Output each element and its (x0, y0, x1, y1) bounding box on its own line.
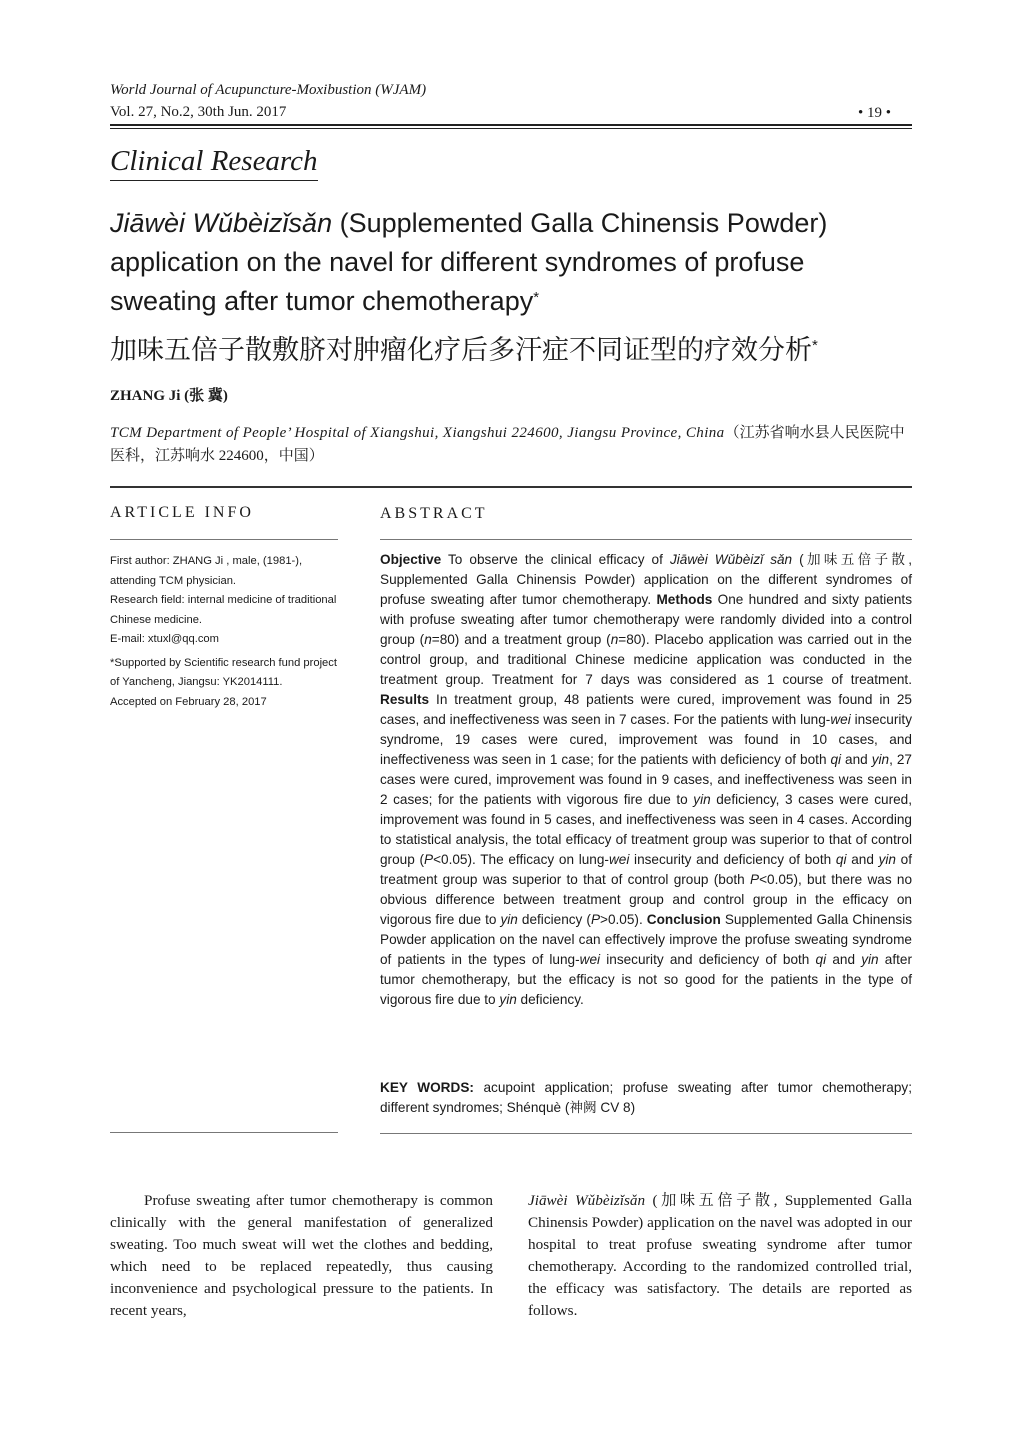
article-title-en (110, 204, 910, 321)
header-rule-thin (110, 128, 912, 129)
abstract-italic: wei (608, 852, 630, 867)
abstract-italic: yin (878, 852, 896, 867)
abstract-text: insecurity and deficiency of both (600, 952, 816, 967)
body-col2-text: (加味五倍子散, Supplemented Galla Chinensis Powder) application on the navel was adopted in our hospital to treat profuse sweating syndrome after tumor chemotherapy. According to the randomized controlled trial, the efficacy was satisfactory. The details are reported as follows. (528, 1192, 913, 1319)
page-number: • 19 • (858, 105, 892, 121)
abstract-italic: yin (693, 792, 711, 807)
title-cn-text: 加味五倍子散敷脐对肿瘤化疗后多汗症不同证型的疗效分析 (110, 335, 812, 365)
abstract-text: deficiency, 3 cases were cured, improvement was found in 5 cases, and ineffectiveness was seen in 4 cases. According to statistical analysis, the total efficacy of treatment group was superior to that of control group ( (380, 792, 912, 867)
author-affiliation (110, 422, 910, 468)
abstract-text: and (846, 852, 879, 867)
header-rule (110, 124, 912, 126)
abstract-text: and (826, 952, 862, 967)
abstract-text: (加味五倍子散, Supplemented Galla Chinensis Powder) application on the different syndromes of profuse sweating after tumor chemotherapy. (380, 552, 912, 607)
journal-name-text: World Journal of Acupuncture-Moxibustion (110, 82, 372, 98)
abstract-italic: yin (861, 952, 879, 967)
abstract-italic: qi (815, 952, 827, 967)
abstract-text: insecurity and deficiency of both (629, 852, 836, 867)
journal-name: World Journal of Acupuncture-Moxibustion (WJAM) (110, 82, 427, 98)
abstract-text: deficiency ( (517, 912, 591, 927)
abstract-italic: wei (830, 712, 851, 727)
abstract-text: of treatment group was superior to that of control group (both (380, 852, 913, 887)
abstract-italic: qi (830, 752, 842, 767)
abstract-text: =80) and a treatment group ( (431, 632, 611, 647)
article-info-rule-top (110, 539, 338, 540)
top-divider (110, 486, 912, 488)
abstract-body (380, 550, 912, 1010)
abstract-rule-bottom (380, 1133, 912, 1134)
journal-volume: Vol. 27, No.2, 30th Jun. 2017 (110, 104, 287, 120)
keywords-label: KEY WORDS: (380, 1080, 474, 1095)
body-column-left: Profuse sweating after tumor chemotherapy is common clinically with the general manifestation of generalized sweating. Too much sweat will wet the clothes and bedding, which need to be replaced repeatedly, thus causing inconvenience and psychological pressure to the patients. In recent years, (110, 1192, 493, 1319)
body-italic-name: Jiāwèi Wǔbèizǐsǎn (528, 1192, 646, 1209)
title-en-rest: (Supplemented Galla Chinensis Powder) application on the navel for different syndromes of profuse sweating after tumor chemotherapy (110, 208, 828, 316)
abstract-text: =80). Placebo application was carried out in the control group, and traditional Chinese medicine application was conducted in the treatment group. Treatment for 7 days was considered as 1 course of treatment. (380, 632, 912, 687)
objective-label: Objective (380, 552, 442, 567)
abstract-text: insecurity syndrome, 19 cases were cured, improvement was found in 10 cases, and ineffectiveness was seen in 1 case; for the patients with deficiency of both (380, 712, 912, 767)
abstract-italic: Jiāwèi Wǔbèizǐ sǎn (669, 552, 793, 567)
abstract-text: <0.05), but there was no obvious difference between treatment group and control group in the efficacy on vigorous fire due to (380, 872, 912, 927)
abstract-italic: yin (499, 992, 517, 1007)
title-en-italic: Jiāwèi Wǔbèizǐsǎn (110, 208, 333, 238)
abstract-italic: n (424, 632, 432, 647)
section-label: Clinical Research (110, 144, 318, 181)
article-info-body (110, 552, 340, 716)
keywords (380, 1078, 912, 1118)
accepted-date: Accepted on February 28, 2017 (110, 695, 267, 708)
abstract-italic: P (590, 912, 601, 927)
abstract-text: after tumor chemotherapy, but the efficacy is not so good for the patients in the type of vigorous fire due to (380, 952, 913, 1007)
abstract-italic: qi (835, 852, 847, 867)
conclusion-label: Conclusion (646, 912, 721, 927)
abstract-text: , 27 cases were cured, improvement was found in 9 cases, and ineffectiveness was seen in 2 cases; for the patients with vigorous fire due to (380, 752, 912, 807)
abstract-text: To observe the clinical efficacy of (441, 552, 670, 567)
abstract-text: In treatment group, 48 patients were cured, improvement was found in 25 cases, and ineffectiveness was seen in 7 cases. For the patients with lung- (380, 692, 912, 727)
abstract-text: >0.05). (600, 912, 647, 927)
first-author: First author: ZHANG Ji , male, (1981-), attending TCM physician. (110, 555, 303, 587)
article-info-heading: ARTICLE INFO (110, 504, 254, 521)
abstract-text: <0.05). The efficacy on lung- (433, 852, 609, 867)
abstract-italic: yin (871, 752, 890, 767)
funding-note: *Supported by Scientific research fund project of Yancheng, Jiangsu: YK2014111. (110, 656, 337, 688)
affiliation-cn: （江苏省响水县人民医院中医科，江苏响水 224600，中国） (110, 425, 905, 464)
article-title-cn (110, 330, 910, 370)
title-footnote-mark: * (533, 289, 540, 306)
author-name: ZHANG Ji (张 冀) (110, 388, 228, 404)
results-label: Results (380, 692, 430, 707)
abstract-rule-top (380, 539, 912, 540)
author-email: E-mail: xtuxl@qq.com (110, 633, 219, 645)
abstract-italic: wei (579, 952, 601, 967)
research-field: Research field: internal medicine of traditional Chinese medicine. (110, 594, 337, 626)
keywords-text: acupoint application; profuse sweating after tumor chemotherapy; different syndromes; Shénquè (神阙 CV 8) (380, 1080, 912, 1115)
methods-label: Methods (656, 592, 713, 607)
abstract-text: and (841, 752, 872, 767)
abstract-text: Supplemented Galla Chinensis Powder application on the navel can effectively improve the profuse sweating syndrome of patients in the types of lung- (380, 912, 913, 967)
abstract-italic: yin (500, 912, 518, 927)
article-info-rule-bottom (110, 1132, 338, 1133)
abstract-text: One hundred and sixty patients with profuse sweating after tumor chemotherapy were randomly divided into a control group ( (380, 592, 912, 647)
journal-abbr: WJAM (380, 82, 422, 98)
abstract-heading: ABSTRACT (380, 505, 488, 522)
abstract-text: deficiency. (516, 992, 584, 1007)
abstract-italic: P (424, 852, 434, 867)
affiliation-en: TCM Department of People’ Hospital of Xiangshui, Xiangshui 224600, Jiangsu Province, China (110, 425, 725, 441)
title-cn-footnote-mark: * (812, 337, 818, 354)
abstract-italic: P (750, 872, 760, 887)
abstract-italic: n (610, 632, 619, 647)
body-column-right (528, 1190, 912, 1322)
